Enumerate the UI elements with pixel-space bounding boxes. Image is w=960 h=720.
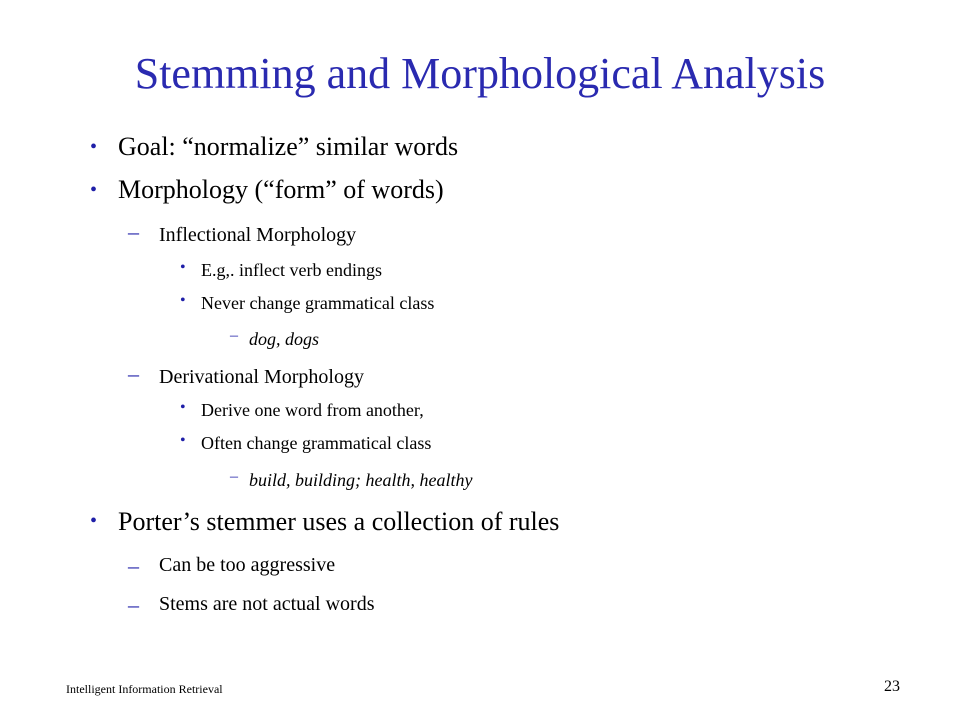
sub-sub-bullet-never-change: Never change grammatical class	[201, 293, 435, 313]
dash-icon: –	[230, 468, 238, 485]
bullet-icon: •	[180, 432, 186, 449]
sub-sub-bullet-often-change: Often change grammatical class	[201, 433, 432, 453]
bullet-porter: Porter’s stemmer uses a collection of rules	[118, 507, 560, 536]
bullet-icon: •	[90, 510, 98, 532]
bullet-icon: •	[180, 292, 186, 309]
sub-bullet-inflectional: Inflectional Morphology	[159, 224, 357, 246]
sub-sub-bullet-derive-word: Derive one word from another,	[201, 400, 424, 420]
page-number: 23	[884, 678, 900, 695]
dash-icon: –	[128, 219, 139, 244]
sub-bullet-stems: Stems are not actual words	[159, 593, 375, 615]
example-build: build, building; health, healthy	[249, 470, 473, 490]
example-dog: dog, dogs	[249, 329, 320, 349]
sub-bullet-derivational: Derivational Morphology	[159, 366, 364, 388]
sub-bullet-aggressive: Can be too aggressive	[159, 554, 336, 576]
dash-icon: –	[128, 592, 139, 617]
slide-title: Stemming and Morphological Analysis	[134, 49, 826, 98]
footer-text: Intelligent Information Retrieval	[66, 682, 223, 696]
dash-icon: –	[230, 327, 238, 344]
bullet-icon: •	[90, 179, 98, 201]
dash-icon: –	[128, 361, 139, 386]
bullet-icon: •	[180, 259, 186, 276]
dash-icon: –	[128, 553, 139, 578]
bullet-goal: Goal: “normalize” similar words	[118, 132, 459, 161]
bullet-morphology: Morphology (“form” of words)	[118, 175, 444, 204]
bullet-icon: •	[180, 399, 186, 416]
sub-sub-bullet-inflect-verb: E.g,. inflect verb endings	[201, 260, 382, 280]
bullet-icon: •	[90, 136, 98, 158]
